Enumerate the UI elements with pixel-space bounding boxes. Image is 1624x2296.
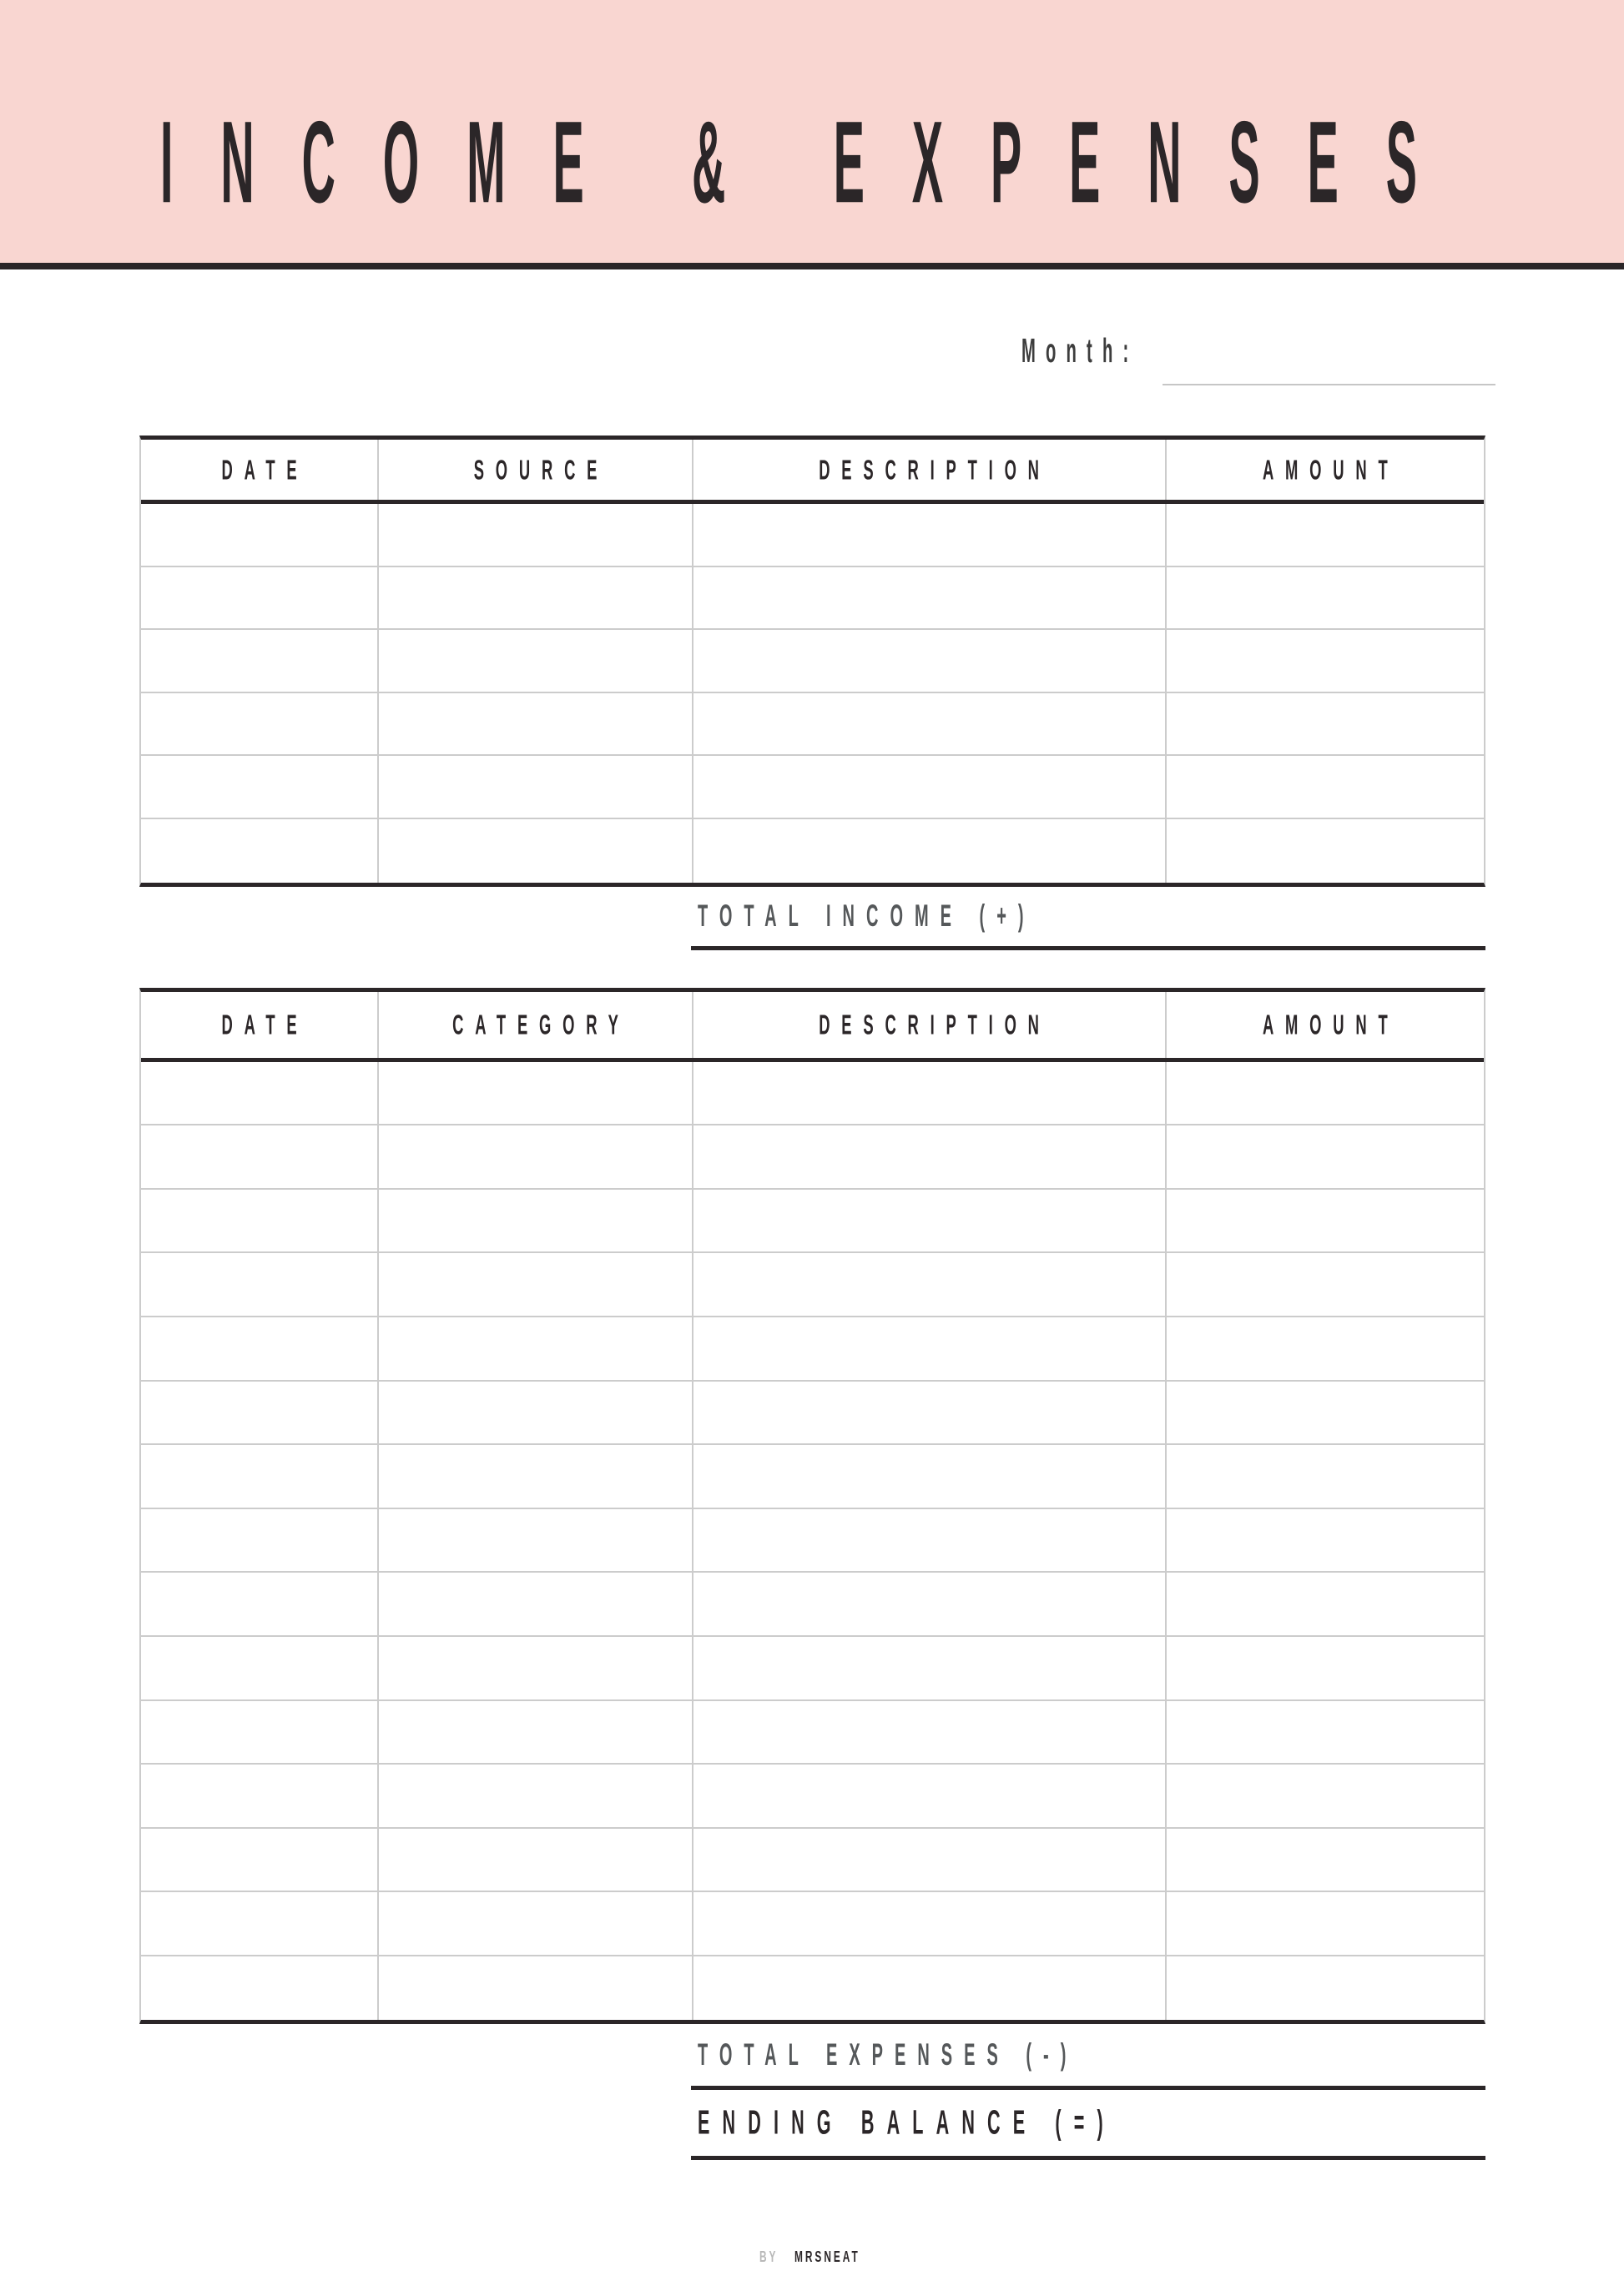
expenses-cell-r11-c2[interactable] (379, 1701, 693, 1765)
income-cell-r5-c1[interactable] (141, 756, 379, 819)
expenses-cell-r10-c3[interactable] (693, 1637, 1167, 1701)
expenses-cell-r6-c4[interactable] (1167, 1382, 1484, 1446)
expenses-cell-r15-c3[interactable] (693, 1956, 1167, 2021)
expenses-cell-r11-c4[interactable] (1167, 1701, 1484, 1765)
expenses-cell-r9-c2[interactable] (379, 1573, 693, 1637)
column-header-label: DESCRIPTION (819, 453, 1052, 486)
total-expenses-label: TOTAL EXPENSES (-) (698, 2037, 1078, 2072)
column-header-description (693, 440, 1167, 500)
expenses-cell-r11-c1[interactable] (141, 1701, 379, 1765)
income-table (139, 436, 1485, 887)
expenses-cell-r10-c1[interactable] (141, 1637, 379, 1701)
expenses-cell-r8-c4[interactable] (1167, 1509, 1484, 1573)
expenses-cell-r5-c2[interactable] (379, 1317, 693, 1382)
expenses-cell-r14-c3[interactable] (693, 1892, 1167, 1956)
income-cell-r2-c2[interactable] (379, 567, 693, 631)
footer-brand-label: MRSNEAT (794, 2247, 860, 2266)
expenses-cell-r9-c3[interactable] (693, 1573, 1167, 1637)
ending-balance-value-area[interactable] (1220, 2090, 1485, 2156)
column-header-amount (1167, 992, 1484, 1058)
income-cell-r4-c4[interactable] (1167, 693, 1484, 757)
expenses-table (139, 988, 1485, 2025)
expenses-cell-r14-c4[interactable] (1167, 1892, 1484, 1956)
column-header-label: DESCRIPTION (819, 1008, 1052, 1040)
income-table-header (141, 440, 1484, 504)
expenses-cell-r9-c4[interactable] (1167, 1573, 1484, 1637)
expenses-cell-r7-c2[interactable] (379, 1445, 693, 1509)
expenses-cell-r5-c4[interactable] (1167, 1317, 1484, 1382)
expenses-cell-r3-c3[interactable] (693, 1190, 1167, 1254)
expenses-cell-r2-c3[interactable] (693, 1125, 1167, 1190)
total-expenses-row (691, 2024, 1485, 2090)
ending-balance-row (691, 2090, 1485, 2160)
expenses-cell-r2-c4[interactable] (1167, 1125, 1484, 1190)
expenses-cell-r7-c4[interactable] (1167, 1445, 1484, 1509)
expenses-cell-r6-c3[interactable] (693, 1382, 1167, 1446)
expenses-cell-r4-c1[interactable] (141, 1253, 379, 1317)
expenses-cell-r4-c4[interactable] (1167, 1253, 1484, 1317)
expenses-cell-r13-c1[interactable] (141, 1829, 379, 1893)
column-header-category (379, 992, 693, 1058)
expenses-cell-r13-c4[interactable] (1167, 1829, 1484, 1893)
month-input-line[interactable] (1163, 384, 1495, 385)
expenses-cell-r7-c3[interactable] (693, 1445, 1167, 1509)
income-cell-r2-c4[interactable] (1167, 567, 1484, 631)
income-cell-r5-c2[interactable] (379, 756, 693, 819)
income-cell-r6-c2[interactable] (379, 819, 693, 883)
month-label: Month: (1021, 332, 1139, 370)
expenses-cell-r3-c2[interactable] (379, 1190, 693, 1254)
income-cell-r3-c4[interactable] (1167, 630, 1484, 693)
expenses-cell-r8-c2[interactable] (379, 1509, 693, 1573)
expenses-cell-r2-c2[interactable] (379, 1125, 693, 1190)
column-header-amount (1167, 440, 1484, 500)
expenses-cell-r8-c1[interactable] (141, 1509, 379, 1573)
title-banner (0, 0, 1624, 263)
expenses-cell-r6-c1[interactable] (141, 1382, 379, 1446)
income-cell-r4-c1[interactable] (141, 693, 379, 757)
total-expenses-value-area[interactable] (1173, 2024, 1485, 2086)
income-cell-r1-c2[interactable] (379, 504, 693, 567)
column-header-label: AMOUNT (1263, 1008, 1400, 1040)
income-cell-r2-c1[interactable] (141, 567, 379, 631)
expenses-cell-r1-c4[interactable] (1167, 1062, 1484, 1126)
expenses-cell-r7-c1[interactable] (141, 1445, 379, 1509)
expenses-cell-r1-c3[interactable] (693, 1062, 1167, 1126)
banner-divider (0, 263, 1624, 269)
income-cell-r3-c1[interactable] (141, 630, 379, 693)
expenses-cell-r15-c2[interactable] (379, 1956, 693, 2021)
expenses-cell-r13-c3[interactable] (693, 1829, 1167, 1893)
income-cell-r5-c4[interactable] (1167, 756, 1484, 819)
column-header-label: AMOUNT (1263, 453, 1400, 486)
expenses-cell-r4-c2[interactable] (379, 1253, 693, 1317)
footer-credit (0, 2247, 1624, 2266)
column-header-label: DATE (221, 453, 309, 486)
expenses-cell-r12-c2[interactable] (379, 1765, 693, 1829)
expenses-cell-r1-c2[interactable] (379, 1062, 693, 1126)
expenses-cell-r10-c4[interactable] (1167, 1637, 1484, 1701)
income-cell-r2-c3[interactable] (693, 567, 1167, 631)
income-cell-r6-c3[interactable] (693, 819, 1167, 883)
footer-by-label: BY (759, 2247, 779, 2266)
column-header-source (379, 440, 693, 500)
income-cell-r6-c4[interactable] (1167, 819, 1484, 883)
expenses-cell-r5-c1[interactable] (141, 1317, 379, 1382)
income-cell-r1-c1[interactable] (141, 504, 379, 567)
expenses-cell-r4-c3[interactable] (693, 1253, 1167, 1317)
expenses-cell-r11-c3[interactable] (693, 1701, 1167, 1765)
expenses-cell-r14-c2[interactable] (379, 1892, 693, 1956)
column-header-date (141, 992, 379, 1058)
income-cell-r4-c2[interactable] (379, 693, 693, 757)
expenses-cell-r10-c2[interactable] (379, 1637, 693, 1701)
column-header-date (141, 440, 379, 500)
expenses-cell-r15-c1[interactable] (141, 1956, 379, 2021)
expenses-cell-r12-c3[interactable] (693, 1765, 1167, 1829)
total-income-value-area[interactable] (1120, 887, 1485, 946)
expenses-cell-r3-c4[interactable] (1167, 1190, 1484, 1254)
column-header-label: CATEGORY (452, 1008, 630, 1040)
expenses-cell-r8-c3[interactable] (693, 1509, 1167, 1573)
column-header-description (693, 992, 1167, 1058)
expenses-cell-r12-c4[interactable] (1167, 1765, 1484, 1829)
page-title: INCOME & EXPENSES (159, 98, 1465, 229)
income-cell-r6-c1[interactable] (141, 819, 379, 883)
ending-balance-label: ENDING BALANCE (=) (698, 2103, 1116, 2142)
expenses-cell-r14-c1[interactable] (141, 1892, 379, 1956)
income-cell-r1-c4[interactable] (1167, 504, 1484, 567)
column-header-label: DATE (221, 1008, 309, 1040)
expenses-cell-r9-c1[interactable] (141, 1573, 379, 1637)
expenses-cell-r1-c1[interactable] (141, 1062, 379, 1126)
expenses-cell-r12-c1[interactable] (141, 1765, 379, 1829)
expenses-cell-r13-c2[interactable] (379, 1829, 693, 1893)
income-cell-r1-c3[interactable] (693, 504, 1167, 567)
expenses-cell-r3-c1[interactable] (141, 1190, 379, 1254)
income-cell-r4-c3[interactable] (693, 693, 1167, 757)
expenses-table-body (141, 1062, 1484, 2021)
expenses-cell-r5-c3[interactable] (693, 1317, 1167, 1382)
income-table-body (141, 504, 1484, 883)
expenses-cell-r6-c2[interactable] (379, 1382, 693, 1446)
expenses-table-header (141, 992, 1484, 1062)
column-header-label: SOURCE (473, 453, 609, 486)
total-income-row (691, 887, 1485, 950)
expenses-cell-r15-c4[interactable] (1167, 1956, 1484, 2021)
expenses-cell-r2-c1[interactable] (141, 1125, 379, 1190)
income-cell-r3-c2[interactable] (379, 630, 693, 693)
total-income-label: TOTAL INCOME (+) (698, 898, 1036, 934)
income-cell-r5-c3[interactable] (693, 756, 1167, 819)
income-cell-r3-c3[interactable] (693, 630, 1167, 693)
